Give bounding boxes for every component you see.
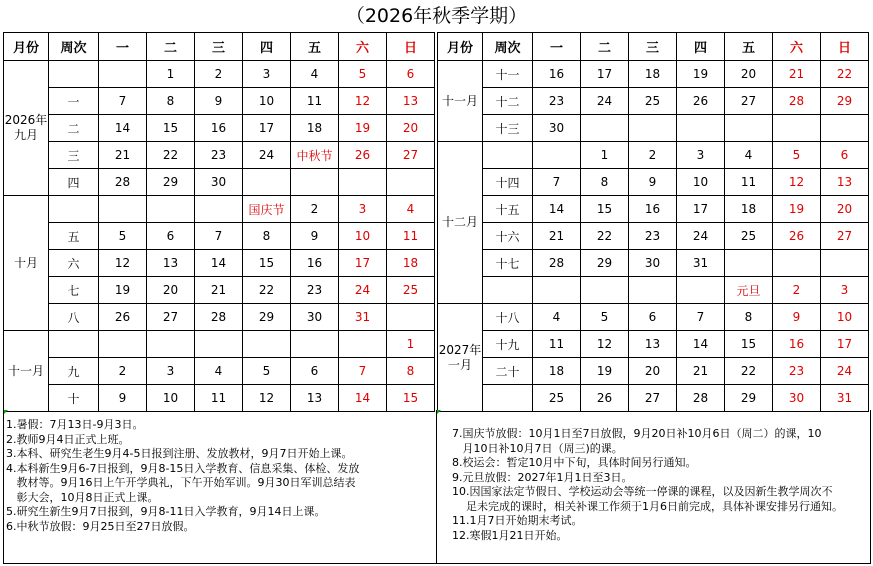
week-cell: 五 [49,223,99,250]
day-cell: 25 [387,277,435,304]
header-left-1: 周次 [49,33,99,61]
header-row [4,33,869,61]
note-line: 8.校运会：暂定10月中下旬，具体时间另行通知。 [452,456,697,469]
day-cell: 17 [581,61,629,88]
day-cell: 中秋节 [291,142,339,169]
column-gap [435,250,438,277]
day-cell: 30 [773,385,821,412]
month-cell-nov_right: 十一月 [438,61,483,142]
day-cell: 3 [243,61,291,88]
week-cell: 六 [49,250,99,277]
day-cell: 20 [629,358,677,385]
week-cell: 一 [49,88,99,115]
day-cell: 15 [725,331,773,358]
day-cell: 16 [291,250,339,277]
day-cell: 13 [147,250,195,277]
week-cell: 二 [49,115,99,142]
week-cell: 十 [49,385,99,412]
day-cell: 2 [773,277,821,304]
week-cell [483,385,533,412]
note-line: 9.元旦放假：2027年1月1日至3日。 [452,470,633,484]
day-cell: 17 [677,196,725,223]
calendar-title: （2026年秋季学期） [345,5,528,27]
note-line: 11.1月7日开始期末考试。 [452,514,583,527]
day-cell [195,196,243,223]
day-cell: 8 [581,169,629,196]
note-line: 4.本科新生9月6-7日报到，9月8-15日入学教育、信息采集、体检、发放 [6,461,360,475]
day-cell: 24 [243,142,291,169]
day-cell [821,115,869,142]
day-cell: 31 [677,250,725,277]
day-cell [387,304,435,331]
day-cell: 30 [533,115,581,142]
day-cell: 29 [725,385,773,412]
note-line: 彰大会，10月8日正式上课。 [6,490,159,504]
day-cell: 26 [99,304,147,331]
day-cell: 16 [533,61,581,88]
day-cell: 21 [533,223,581,250]
header-left-2: 一 [99,33,147,61]
week-cell [483,142,533,169]
header-left-5: 四 [243,33,291,61]
day-cell: 10 [339,223,387,250]
column-gap [435,169,438,196]
day-cell: 24 [581,88,629,115]
day-cell: 4 [725,142,773,169]
note-line: 教材等。9月16日上午开学典礼，下午开始军训。9月30日军训总结表 [6,476,356,489]
day-cell: 18 [387,250,435,277]
day-cell: 元旦 [725,277,773,304]
day-cell: 1 [387,331,435,358]
day-cell: 24 [677,223,725,250]
day-cell: 4 [291,61,339,88]
day-cell: 20 [725,61,773,88]
day-cell: 19 [581,358,629,385]
day-cell: 18 [533,358,581,385]
day-cell [99,331,147,358]
day-cell: 11 [195,385,243,412]
day-cell: 11 [725,169,773,196]
column-gap [435,331,438,358]
day-cell [99,196,147,223]
column-gap [435,358,438,385]
day-cell: 19 [677,61,725,88]
day-cell [773,115,821,142]
day-cell: 15 [147,115,195,142]
week-cell: 十四 [483,169,533,196]
day-cell: 27 [629,385,677,412]
header-left-6: 五 [291,33,339,61]
day-cell: 17 [243,115,291,142]
day-cell: 5 [773,142,821,169]
month-cell-sep: 2026年 九月 [4,61,49,196]
week-cell: 十五 [483,196,533,223]
day-cell: 3 [147,358,195,385]
week-cell: 十二 [483,88,533,115]
month-cell-nov_left: 十一月 [4,331,49,412]
note-line: 10.因国家法定节假日、学校运动会等统一停课的课程，以及因新生教学周次不 [452,485,833,498]
day-cell [581,115,629,142]
day-cell: 10 [147,385,195,412]
day-cell: 10 [821,304,869,331]
day-cell: 12 [581,331,629,358]
day-cell: 17 [821,331,869,358]
day-cell: 6 [387,61,435,88]
calendar-row [4,358,869,385]
day-cell: 19 [339,115,387,142]
calendar-row [4,385,869,412]
day-cell: 29 [147,169,195,196]
day-cell: 23 [533,88,581,115]
calendar-row [4,277,869,304]
header-right-2: 一 [533,33,581,61]
day-cell [581,277,629,304]
day-cell [677,277,725,304]
day-cell: 6 [629,304,677,331]
day-cell: 26 [773,223,821,250]
day-cell: 10 [243,88,291,115]
day-cell: 29 [821,88,869,115]
header-left-8: 日 [387,33,435,61]
day-cell: 14 [195,250,243,277]
day-cell [339,331,387,358]
week-cell [483,277,533,304]
day-cell: 9 [99,385,147,412]
day-cell: 18 [291,115,339,142]
week-cell: 九 [49,358,99,385]
day-cell: 16 [195,115,243,142]
header-right-4: 三 [629,33,677,61]
day-cell: 28 [677,385,725,412]
day-cell: 8 [725,304,773,331]
day-cell [629,115,677,142]
day-cell: 15 [243,250,291,277]
day-cell: 8 [387,358,435,385]
header-right-3: 二 [581,33,629,61]
day-cell: 27 [821,223,869,250]
day-cell: 14 [99,115,147,142]
week-cell [49,331,99,358]
calendar-row [4,250,869,277]
day-cell: 11 [533,331,581,358]
day-cell: 23 [773,358,821,385]
calendar-row [4,115,869,142]
note-line: 7.国庆节放假：10月1日至7日放假，9月20日补10月6日（周二）的课，10 [452,427,822,440]
day-cell: 6 [291,358,339,385]
calendar-row [4,88,869,115]
day-cell: 22 [725,358,773,385]
day-cell [821,250,869,277]
day-cell: 9 [195,88,243,115]
note-line: 12.寒假1月21日开始。 [452,528,568,542]
day-cell: 27 [387,142,435,169]
day-cell: 国庆节 [243,196,291,223]
day-cell: 7 [339,358,387,385]
day-cell [339,169,387,196]
day-cell: 10 [677,169,725,196]
day-cell: 22 [821,61,869,88]
calendar-row [4,169,869,196]
day-cell: 21 [195,277,243,304]
calendar-row [4,142,869,169]
day-cell [725,115,773,142]
day-cell: 5 [99,223,147,250]
calendar-row [4,61,869,88]
note-line: 3.本科、研究生老生9月4-5日报到注册、发放教材，9月7日开始上课。 [6,447,353,460]
day-cell: 2 [629,142,677,169]
day-cell [533,277,581,304]
day-cell [195,331,243,358]
note-line: 月10日补10月7日（周三)的课。 [452,441,623,455]
day-cell: 2 [195,61,243,88]
column-gap [435,88,438,115]
day-cell: 25 [629,88,677,115]
day-cell: 28 [533,250,581,277]
day-cell: 26 [581,385,629,412]
day-cell: 7 [195,223,243,250]
month-cell-dec: 十二月 [438,142,483,304]
header-left-0: 月份 [4,33,49,61]
column-gap [435,385,438,412]
day-cell: 18 [725,196,773,223]
day-cell: 29 [581,250,629,277]
day-cell: 8 [147,88,195,115]
column-gap [435,115,438,142]
day-cell: 2 [291,196,339,223]
week-cell: 十八 [483,304,533,331]
week-cell [49,61,99,88]
day-cell: 23 [629,223,677,250]
day-cell: 22 [581,223,629,250]
day-cell: 9 [773,304,821,331]
header-right-0: 月份 [438,33,483,61]
day-cell: 26 [339,142,387,169]
week-cell [49,196,99,223]
week-cell: 十六 [483,223,533,250]
day-cell: 7 [99,88,147,115]
notes-panel [3,410,871,564]
day-cell: 20 [821,196,869,223]
day-cell: 21 [677,358,725,385]
day-cell: 6 [147,223,195,250]
week-cell: 十七 [483,250,533,277]
day-cell [291,331,339,358]
day-cell: 2 [99,358,147,385]
header-left-3: 二 [147,33,195,61]
day-cell: 30 [291,304,339,331]
day-cell: 30 [195,169,243,196]
day-cell: 3 [339,196,387,223]
day-cell [773,250,821,277]
header-left-4: 三 [195,33,243,61]
note-line: 5.研究生新生9月7日报到，9月8-11日入学教育，9月14日上课。 [6,505,326,518]
day-cell: 26 [677,88,725,115]
day-cell: 13 [629,331,677,358]
calendar-row [4,196,869,223]
day-cell: 24 [821,358,869,385]
day-cell: 11 [387,223,435,250]
day-cell [291,169,339,196]
day-cell: 9 [291,223,339,250]
note-line: 6.中秋节放假：9月25日至27日放假。 [6,519,195,533]
day-cell: 1 [147,61,195,88]
month-cell-jan: 2027年 一月 [438,304,483,412]
day-cell: 16 [773,331,821,358]
day-cell [147,331,195,358]
day-cell: 27 [725,88,773,115]
header-right-7: 六 [773,33,821,61]
day-cell: 17 [339,250,387,277]
day-cell: 12 [243,385,291,412]
column-gap [435,196,438,223]
day-cell: 20 [147,277,195,304]
cell-marker-icon [4,410,8,414]
notes-divider [436,410,437,563]
day-cell: 20 [387,115,435,142]
day-cell: 12 [99,250,147,277]
month-cell-oct: 十月 [4,196,49,331]
week-cell: 四 [49,169,99,196]
day-cell: 7 [533,169,581,196]
day-cell: 14 [677,331,725,358]
day-cell: 27 [147,304,195,331]
week-cell: 七 [49,277,99,304]
day-cell: 5 [581,304,629,331]
calendar-row [4,223,869,250]
day-cell: 19 [99,277,147,304]
day-cell: 24 [339,277,387,304]
day-cell: 21 [99,142,147,169]
day-cell: 16 [629,196,677,223]
day-cell: 4 [195,358,243,385]
day-cell: 28 [195,304,243,331]
day-cell: 25 [725,223,773,250]
day-cell: 13 [821,169,869,196]
day-cell: 23 [195,142,243,169]
day-cell: 4 [387,196,435,223]
day-cell: 5 [339,61,387,88]
day-cell: 7 [677,304,725,331]
week-cell: 二十 [483,358,533,385]
week-cell: 三 [49,142,99,169]
day-cell [629,277,677,304]
header-right-8: 日 [821,33,869,61]
header-right-6: 五 [725,33,773,61]
header-right-5: 四 [677,33,725,61]
day-cell: 9 [629,169,677,196]
day-cell: 31 [821,385,869,412]
day-cell: 3 [677,142,725,169]
header-right-1: 周次 [483,33,533,61]
day-cell [243,169,291,196]
day-cell: 1 [581,142,629,169]
calendar-row [4,304,869,331]
calendar-row [4,331,869,358]
note-line: 2.教师9月4日正式上班。 [6,432,130,446]
school-calendar-table [3,32,869,412]
column-gap [435,223,438,250]
header-left-7: 六 [339,33,387,61]
day-cell: 31 [339,304,387,331]
note-line: 足未完成的课时，相关补课工作须于1月6日前完成，具体补课安排另行通知。 [452,499,843,513]
day-cell: 12 [773,169,821,196]
day-cell: 22 [147,142,195,169]
day-cell: 13 [291,385,339,412]
day-cell [147,196,195,223]
day-cell: 23 [291,277,339,304]
week-cell: 八 [49,304,99,331]
day-cell: 19 [773,196,821,223]
notes-left-column [6,418,434,534]
day-cell: 21 [773,61,821,88]
day-cell: 15 [387,385,435,412]
day-cell: 11 [291,88,339,115]
day-cell: 5 [243,358,291,385]
day-cell [725,250,773,277]
day-cell: 25 [533,385,581,412]
day-cell [243,331,291,358]
day-cell: 13 [387,88,435,115]
day-cell: 28 [773,88,821,115]
notes-right-column [452,427,868,543]
day-cell: 3 [821,277,869,304]
day-cell [99,61,147,88]
day-cell: 22 [243,277,291,304]
day-cell: 14 [339,385,387,412]
day-cell: 28 [99,169,147,196]
day-cell: 15 [581,196,629,223]
column-gap [435,277,438,304]
day-cell: 29 [243,304,291,331]
day-cell: 8 [243,223,291,250]
day-cell: 18 [629,61,677,88]
week-cell: 十三 [483,115,533,142]
day-cell [387,169,435,196]
day-cell [533,142,581,169]
day-cell: 12 [339,88,387,115]
day-cell: 30 [629,250,677,277]
day-cell [677,115,725,142]
week-cell: 十一 [483,61,533,88]
day-cell: 14 [533,196,581,223]
day-cell: 6 [821,142,869,169]
note-line: 1.暑假：7月13日-9月3日。 [6,418,144,431]
cell-marker-icon [437,410,441,414]
day-cell: 4 [533,304,581,331]
week-cell: 十九 [483,331,533,358]
